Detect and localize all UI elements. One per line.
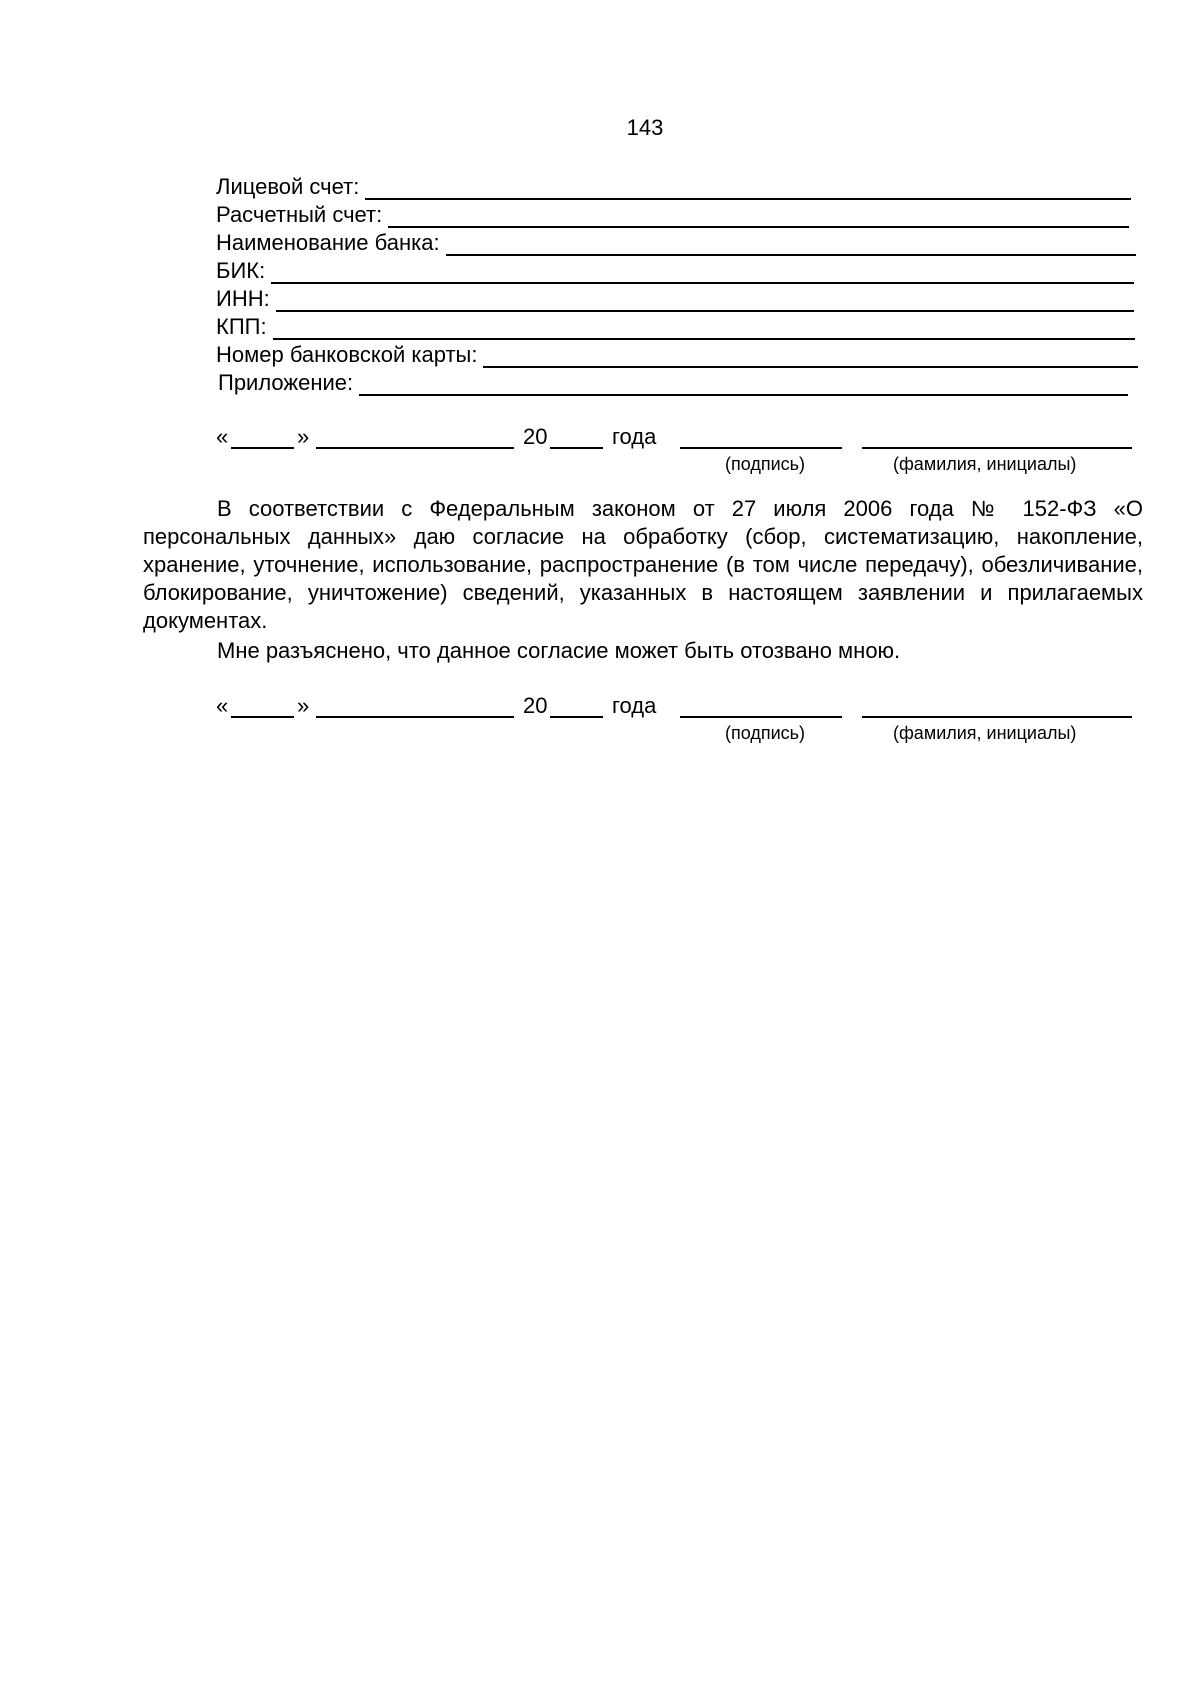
field-personal-account bbox=[216, 172, 1131, 200]
month-blank-line[interactable] bbox=[316, 716, 514, 718]
field-bank-name bbox=[216, 228, 1136, 256]
year-suffix: года bbox=[612, 693, 657, 718]
field-blank-line[interactable] bbox=[483, 346, 1138, 368]
quote-close: » bbox=[297, 693, 310, 718]
field-label: Лицевой счет: bbox=[216, 174, 360, 199]
field-blank-line[interactable] bbox=[388, 206, 1129, 228]
field-label: Номер банковской карты: bbox=[216, 342, 478, 367]
field-label: БИК: bbox=[216, 258, 266, 283]
signature-block bbox=[0, 424, 1200, 484]
revocation-paragraph: Мне разъяснено, что данное согласие может быть отозвано мною. bbox=[217, 638, 901, 663]
field-blank-line[interactable] bbox=[271, 262, 1134, 284]
name-blank-line[interactable] bbox=[862, 716, 1132, 718]
field-inn bbox=[216, 284, 1134, 312]
field-label: Приложение: bbox=[218, 370, 354, 395]
consent-paragraph: В соответствии с Федеральным законом от 27 июля 2006 года № 152-ФЗ «О персональных данных» даю согласие на обработку (сбор, систематизацию, накопление, хранение, уточнение, использование, распространение (в том числе передачу), обезличивание, блокирование, уничтожение) сведений, указанных в настоящем заявлении и прилагаемых документах. bbox=[143, 496, 1143, 633]
quote-close: » bbox=[297, 424, 310, 449]
field-kpp bbox=[216, 312, 1135, 340]
year-prefix: 20 bbox=[523, 693, 548, 718]
signature-caption: (подпись) bbox=[725, 454, 806, 474]
signature-blank-line[interactable] bbox=[680, 716, 842, 718]
field-label: Наименование банка: bbox=[216, 230, 440, 255]
year-blank-line[interactable] bbox=[550, 716, 603, 718]
name-caption: (фамилия, инициалы) bbox=[893, 723, 1077, 743]
quote-open: « bbox=[216, 693, 229, 718]
field-blank-line[interactable] bbox=[359, 374, 1128, 396]
year-prefix: 20 bbox=[523, 424, 548, 449]
day-blank-line[interactable] bbox=[231, 447, 294, 449]
field-label: Расчетный счет: bbox=[216, 202, 383, 227]
year-blank-line[interactable] bbox=[550, 447, 603, 449]
page-number: 143 bbox=[626, 115, 664, 140]
name-caption: (фамилия, инициалы) bbox=[893, 454, 1077, 474]
signature-blank-line[interactable] bbox=[680, 447, 842, 449]
field-blank-line[interactable] bbox=[446, 234, 1136, 256]
field-attachment bbox=[218, 368, 1128, 396]
field-settlement-account bbox=[216, 200, 1129, 228]
year-suffix: года bbox=[612, 424, 657, 449]
field-blank-line[interactable] bbox=[273, 318, 1135, 340]
field-label: ИНН: bbox=[216, 286, 270, 311]
month-blank-line[interactable] bbox=[316, 447, 514, 449]
field-card-number bbox=[216, 340, 1138, 368]
field-blank-line[interactable] bbox=[276, 290, 1134, 312]
field-label: КПП: bbox=[216, 314, 267, 339]
field-blank-line[interactable] bbox=[365, 178, 1131, 200]
quote-open: « bbox=[216, 424, 229, 449]
signature-caption: (подпись) bbox=[725, 723, 806, 743]
name-blank-line[interactable] bbox=[862, 447, 1132, 449]
day-blank-line[interactable] bbox=[231, 716, 294, 718]
signature-block bbox=[0, 693, 1200, 753]
field-bik bbox=[216, 256, 1134, 284]
